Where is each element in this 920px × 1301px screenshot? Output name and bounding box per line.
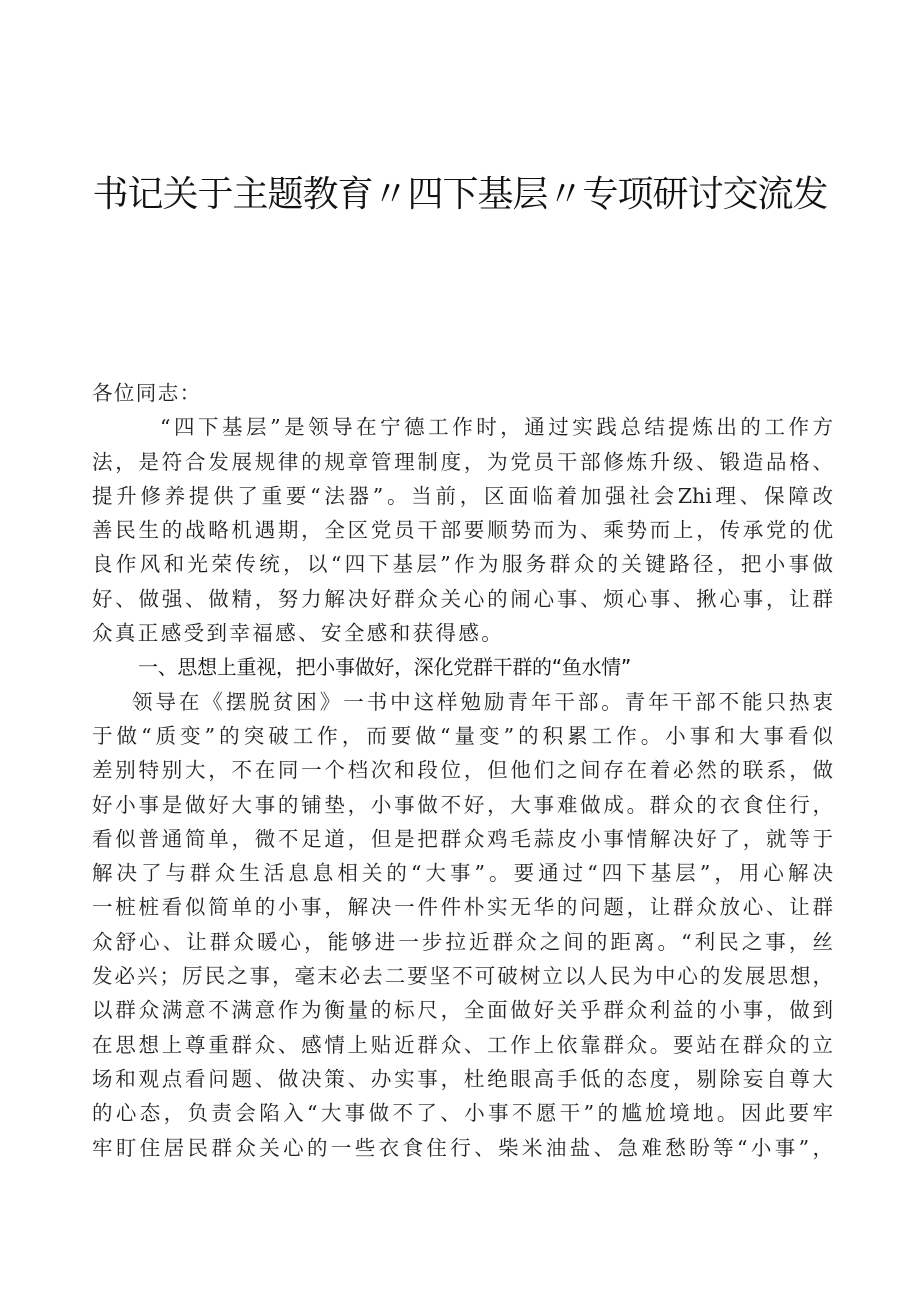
paragraph-line: 发必兴；厉民之事，毫末必去二要坚不可破树立以人民为中心的发展思想， <box>92 964 833 989</box>
paragraph-line: 看似普通简单，微不足道，但是把群众鸡毛蒜皮小事情解决好了，就等于 <box>92 826 833 851</box>
paragraph-line: 以群众满意不满意作为衡量的标尺，全面做好关乎群众利益的小事，做到 <box>92 998 833 1023</box>
paragraph-2 <box>92 685 833 1165</box>
paragraph-line: 于做“质变”的突破工作，而要做“量变”的积累工作。小事和大事看似 <box>92 723 833 748</box>
paragraph-line: 场和观点看问题、做决策、办实事，杜绝眼高手低的态度，剔除妄自尊大 <box>92 1066 833 1091</box>
paragraph-line: “四下基层”是领导在宁德工作时，通过实践总结提炼出的工作方 <box>160 415 833 440</box>
paragraph-line: 众真正感受到幸福感、安全感和获得感。 <box>92 621 505 646</box>
paragraph-line: 差别特别大，不在同一个档次和段位，但他们之间存在着必然的联系，做 <box>92 758 833 783</box>
paragraph-line: 提升修养提供了重要“法器”。当前，区面临着加强社会Zhi理、保障改 <box>92 483 833 508</box>
paragraph-line: 众舒心、让群众暖心，能够进一步拉近群众之间的距离。“利民之事，丝 <box>92 929 833 954</box>
paragraph-line: 好小事是做好大事的铺垫，小事做不好，大事难做成。群众的衣食住行， <box>92 792 833 817</box>
paragraph-line: 一桩桩看似简单的小事，解决一件件朴实无华的问题，让群众放心、让群 <box>92 895 833 920</box>
paragraph-line: 领导在《摆脱贫困》一书中这样勉励青年干部。青年干部不能只热衷 <box>132 689 833 714</box>
paragraph-line: 法，是符合发展规律的规章管理制度，为党员干部修炼升级、锻造品格、 <box>92 449 833 474</box>
document-title: 书记关于主题教育〃四下基层〃专项研讨交流发 <box>92 174 828 215</box>
paragraph-line: 良作风和光荣传统，以“四下基层”作为服务群众的关键路径，把小事做 <box>92 552 833 577</box>
paragraph-1 <box>92 410 833 650</box>
document-body <box>92 376 833 1165</box>
paragraph-line: 在思想上尊重群众、感情上贴近群众、工作上依靠群众。要站在群众的立 <box>92 1032 833 1057</box>
section-heading: 一、思想上重视，把小事做好，深化党群干群的“鱼水情” <box>138 655 631 680</box>
paragraph-line: 的心态，负责会陷入“大事做不了、小事不愿干”的尴尬境地。因此要牢 <box>92 1101 833 1126</box>
paragraph-line: 善民生的战略机遇期，全区党员干部要顺势而为、乘势而上，传承党的优 <box>92 518 833 543</box>
paragraph-line: 解决了与群众生活息息相关的“大事”。要通过“四下基层”，用心解决 <box>92 861 833 886</box>
greeting: 各位同志： <box>92 381 202 405</box>
paragraph-line: 牢盯住居民群众关心的一些衣食住行、柴米油盐、急难愁盼等“小事”， <box>92 1135 833 1160</box>
paragraph-line: 好、做强、做精，努力解决好群众关心的闹心事、烦心事、揪心事，让群 <box>92 586 833 611</box>
